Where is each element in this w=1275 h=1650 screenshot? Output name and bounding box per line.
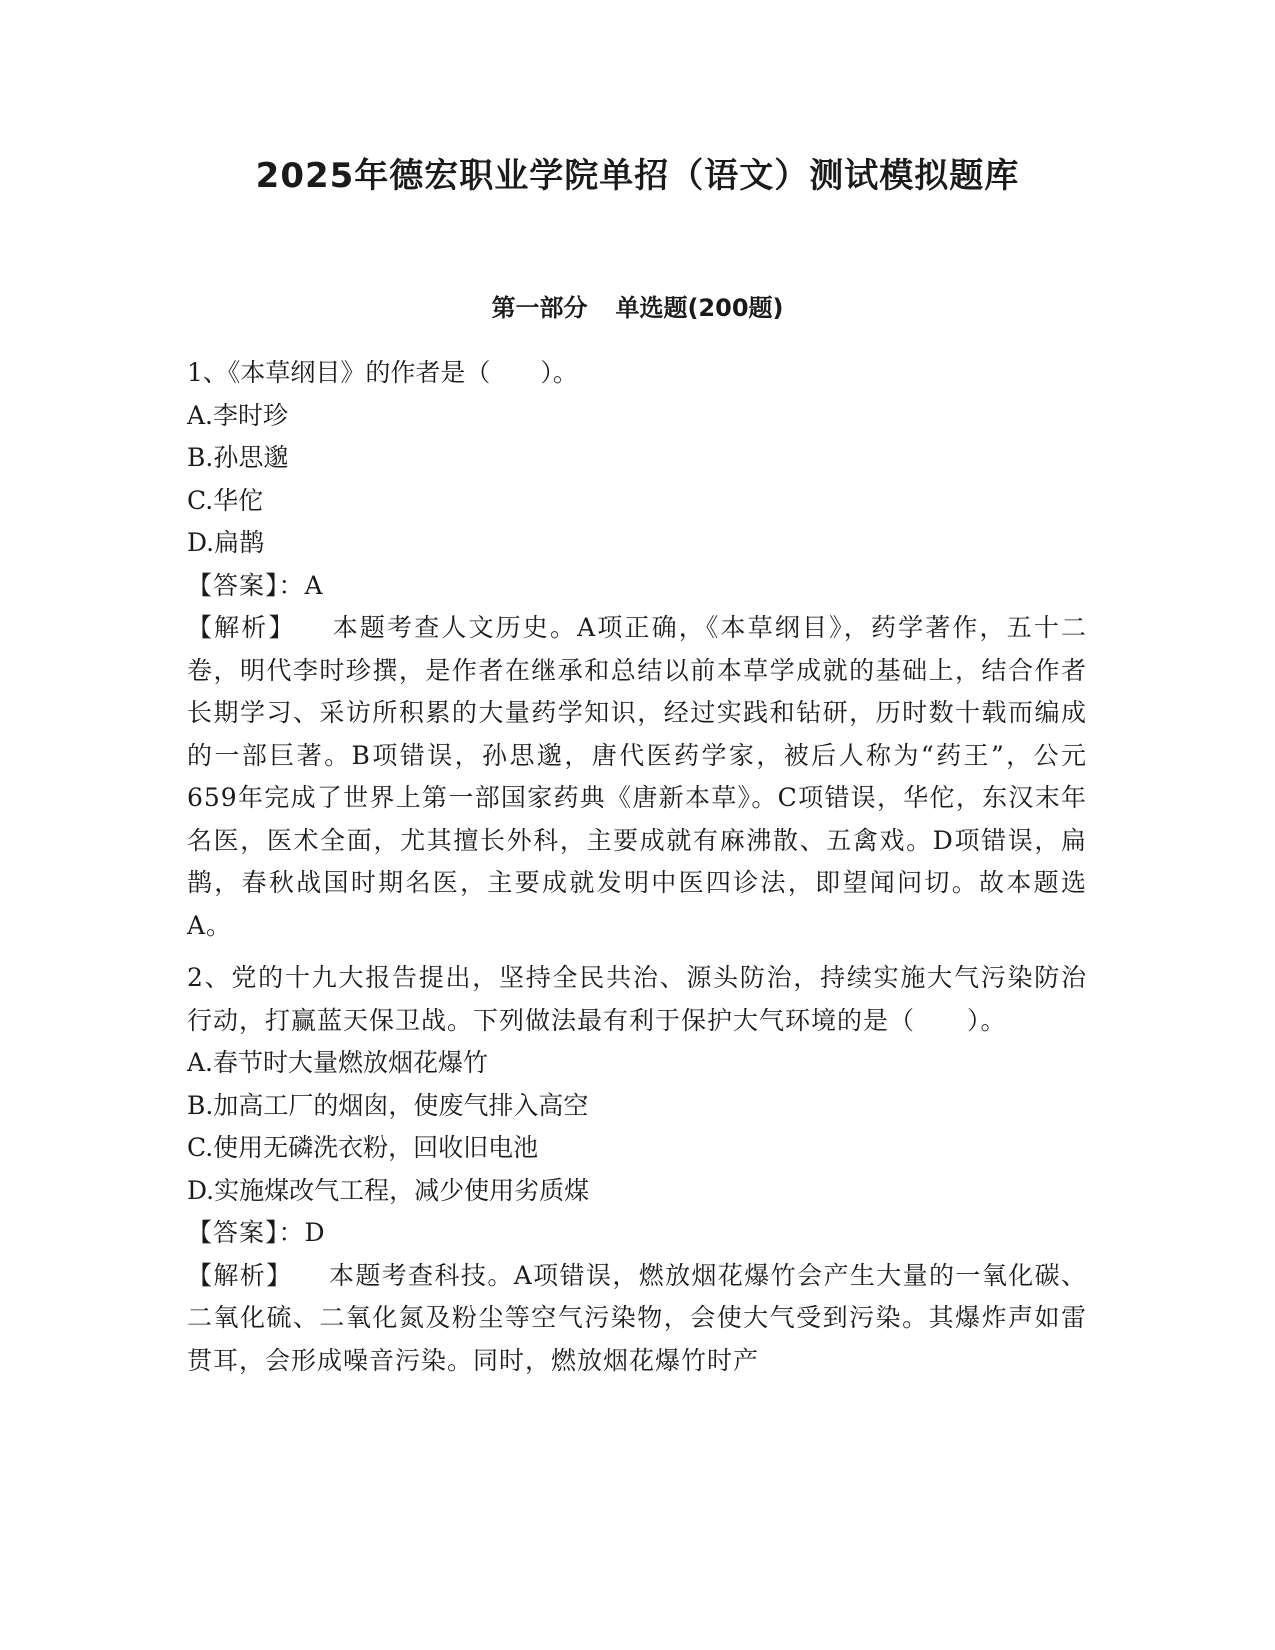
explanation <box>187 1255 1087 1383</box>
question-2 <box>187 957 1087 1382</box>
section-heading <box>0 288 1275 323</box>
explanation <box>187 607 1087 947</box>
answer-label: 【答案】： <box>187 570 305 600</box>
option-d: D.实施煤改气工程，减少使用劣质煤 <box>187 1175 590 1205</box>
document-title: 2025年德宏职业学院单招（语文）测试模拟题库 <box>255 156 1020 196</box>
option-b: B.加高工厂的烟囱，使废气排入高空 <box>187 1090 589 1120</box>
explanation-label: 【解析】 <box>187 613 296 642</box>
answer-value: A <box>304 570 323 600</box>
option-c: C.使用无磷洗衣粉，回收旧电池 <box>187 1133 539 1162</box>
option-a: A.春节时大量燃放烟花爆竹 <box>187 1048 489 1077</box>
explanation-text: 本题考查人文历史。A项正确，《本草纲目》，药学著作，五十二卷，明代李时珍撰，是作者在继承和总结以前本草学成就的基础上，结合作者长期学习、采访所积累的大量药学知识，经过实践和钻研，历时数十载而编成的一部巨著。B项错误，孙思邈，唐代医药学家，被后人称为“药王”，公元659年完成了世界上第一部国家药典《唐新本草》。C项错误，华佗，东汉末年名医，医术全面，尤其擅长外科，主要成就有麻沸散、五禽戏。D项错误，扁鹊，春秋战国时期名医，主要成就发明中医四诊法，即望闻问切。故本题选A。 <box>187 613 1087 940</box>
answer-line <box>187 1212 1087 1255</box>
option-b: B.孙思邈 <box>187 443 289 472</box>
question-1 <box>187 352 1087 947</box>
answer-line <box>187 565 1087 608</box>
section-part: 第一部分 <box>491 294 588 322</box>
question-list <box>187 352 1087 1382</box>
answer-label: 【答案】： <box>187 1218 305 1247</box>
option-d: D.扁鹊 <box>187 528 265 557</box>
answer-value: D <box>304 1218 325 1247</box>
explanation-text: 本题考查科技。A项错误，燃放烟花爆竹会产生大量的一氧化碳、二氧化硫、二氧化氮及粉尘等空气污染物，会使大气受到污染。其爆炸声如雷贯耳，会形成噪音污染。同时，燃放烟花爆竹时产 <box>187 1260 1087 1375</box>
explanation-label: 【解析】 <box>187 1260 293 1290</box>
question-stem: 2、党的十九大报告提出，坚持全民共治、源头防治，持续实施大气污染防治行动，打赢蓝天保卫战。下列做法最有利于保护大气环境的是（ ）。 <box>187 963 1087 1035</box>
question-stem: 1、《本草纲目》的作者是（ ）。 <box>187 358 578 387</box>
option-a: A.李时珍 <box>187 400 289 430</box>
option-c: C.华佗 <box>187 485 264 515</box>
section-name: 单选题(200题) <box>615 294 784 322</box>
